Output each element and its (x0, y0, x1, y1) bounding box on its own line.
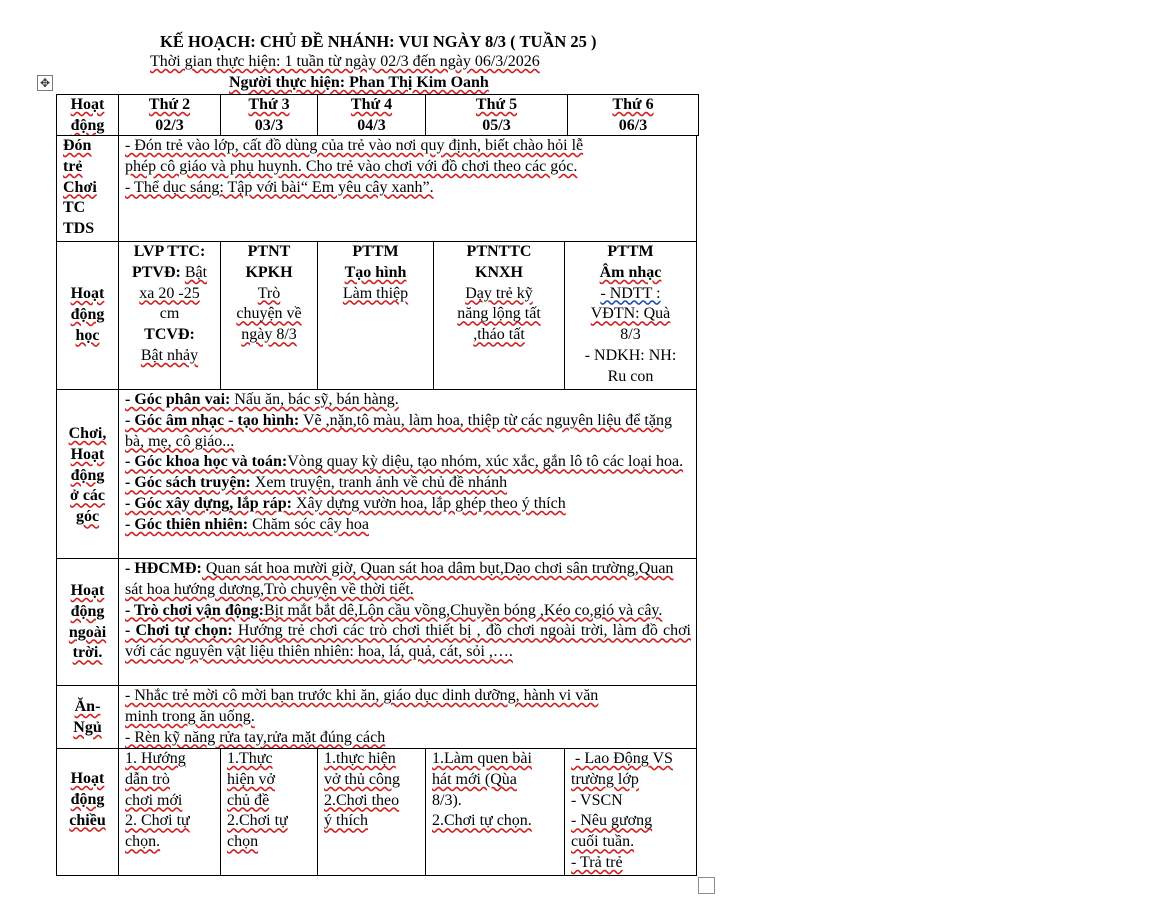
chieu-fri: - Lao Động VS trường lớp - VSCN - Nêu gương cuối tuần. - Trả trẻ (564, 748, 697, 876)
chieu-tue: 1.Thực hiện vở chủ đề 2.Chơi tự chọn (220, 748, 318, 876)
list-item: - Góc xây dựng, lắp ráp: Xây dựng vườn hoa, lắp ghép theo ý thích (125, 494, 566, 512)
hoc-mon: LVP TTC: PTVĐ: Bật xa 20 -25 cm TCVĐ: Bật nhảy (118, 241, 221, 390)
table-resize-handle-icon[interactable] (698, 877, 715, 894)
hoc-thu: PTNTTC KNXH Dạy trẻ kỹ năng lộng tất ,tháo tất (433, 241, 565, 390)
document-author: Người thực hiện: Phan Thị Kim Oanh (229, 74, 489, 91)
header-day-mon: Thứ 2 02/3 (118, 94, 221, 136)
list-item: - Trò chơi vận động:Bịt mắt bắt dê,Lộn cầu vồng,Chuyền bóng ,Kéo co,gió và cây. (125, 601, 663, 619)
list-item: - Góc thiên nhiên: Chăm sóc cây hoa (125, 515, 369, 533)
table-move-handle-icon[interactable]: ✥ (37, 75, 53, 91)
hoc-tue: PTNT KPKH Trò chuyện về ngày 8/3 (220, 241, 318, 390)
list-item: - Góc sách truyện: Xem truyện, tranh ảnh về chủ đề nhánh (125, 474, 508, 492)
list-item: - Góc âm nhạc - tạo hình: Vẽ ,nặn,tô màu, làm hoa, thiệp từ các nguyên liệu để tặng bà, mẹ, cô giáo... (125, 411, 672, 450)
list-item: - HĐCMĐ: Quan sát hoa mười giờ, Quan sát hoa dâm bụt,Dạo chơi sân trường,Quan sát hoa hướng dương,Trò chuyện về thời tiết. (125, 560, 674, 598)
row-label-ngoai-troi: Hoạt động ngoài trời. (56, 558, 119, 686)
text-line: - Rèn kỹ năng rửa tay,rửa mặt đúng cách (125, 728, 386, 746)
chieu-mon: 1. Hướng dẫn trò chơi mới 2. Chơi tự chọn. (118, 748, 221, 876)
text-line: phép cô giáo và phụ huynh. Cho trẻ vào chơi với đồ chơi theo các góc. (125, 157, 578, 175)
row-label-hoat-dong-hoc: Hoạt động học (56, 241, 119, 390)
don-tre-content (118, 135, 697, 242)
header-activity-line: động (70, 116, 105, 134)
an-ngu-content (118, 685, 697, 749)
hoc-fri: PTTM Âm nhạc - NDTT : VĐTN: Quà 8/3 - NDKH: NH: Ru con (564, 241, 697, 390)
row-label-chieu: Hoạt động chiều (56, 748, 119, 876)
chieu-wed: 1.thực hiện vở thủ công 2.Chơi theo ý thích (317, 748, 426, 876)
choi-goc-content (118, 389, 697, 559)
header-day-tue: Thứ 3 03/3 (220, 94, 318, 136)
list-item: - Góc khoa học và toán:Vòng quay kỳ diệu, tạo nhóm, xúc xắc, gắn lô tô các loại hoa. (125, 453, 684, 471)
text-line: - Thể dục sáng: Tập với bài“ Em yêu cây xanh”. (125, 178, 434, 196)
row-label-choi-goc: Chơi, Hoạt động ở các góc (56, 389, 119, 559)
text-line: - Nhắc trẻ mời cô mời bạn trước khi ăn, giáo dục dinh dưỡng, hành vi văn (125, 687, 599, 704)
ngoai-troi-content (118, 558, 697, 686)
chieu-thu: 1.Làm quen bài hát mới (Qùa 8/3). 2.Chơi tự chọn. (425, 748, 565, 876)
document-title: KẾ HOẠCH: CHỦ ĐỀ NHÁNH: VUI NGÀY 8/3 ( TUẦN 25 ) (160, 32, 597, 51)
text-line: minh trong ăn uống. (125, 707, 255, 725)
document-subtitle: Thời gian thực hiện: 1 tuần từ ngày 02/3 đến ngày 06/3/2026 (150, 53, 540, 70)
list-item: - Chơi tự chọn: Hướng trẻ chơi các trò chơi thiết bị , đồ chơi ngoài trời, làm đồ chơi với các nguyên vật liệu thiên nhiên: hoa, lá, quả, cát, sỏi ,…. (125, 622, 691, 661)
header-activity-line: Hoạt (70, 96, 105, 113)
header-activity-cell (56, 94, 119, 136)
row-label-don-tre: Đón trẻ Chơi TC TDS (56, 135, 119, 242)
hoc-wed: PTTM Tạo hình Làm thiệp (317, 241, 434, 390)
header-day-thu: Thứ 5 05/3 (425, 94, 568, 136)
list-item: - Góc phân vai: Nấu ăn, bác sỹ, bán hàng. (125, 391, 399, 408)
text-line: - Đón trẻ vào lớp, cất đồ dùng của trẻ vào nơi quy định, biết chào hỏi lễ (125, 137, 584, 154)
row-label-an-ngu: Ăn- Ngủ (56, 685, 119, 749)
header-day-wed: Thứ 4 04/3 (317, 94, 426, 136)
header-day-fri: Thứ 6 06/3 (567, 94, 699, 136)
